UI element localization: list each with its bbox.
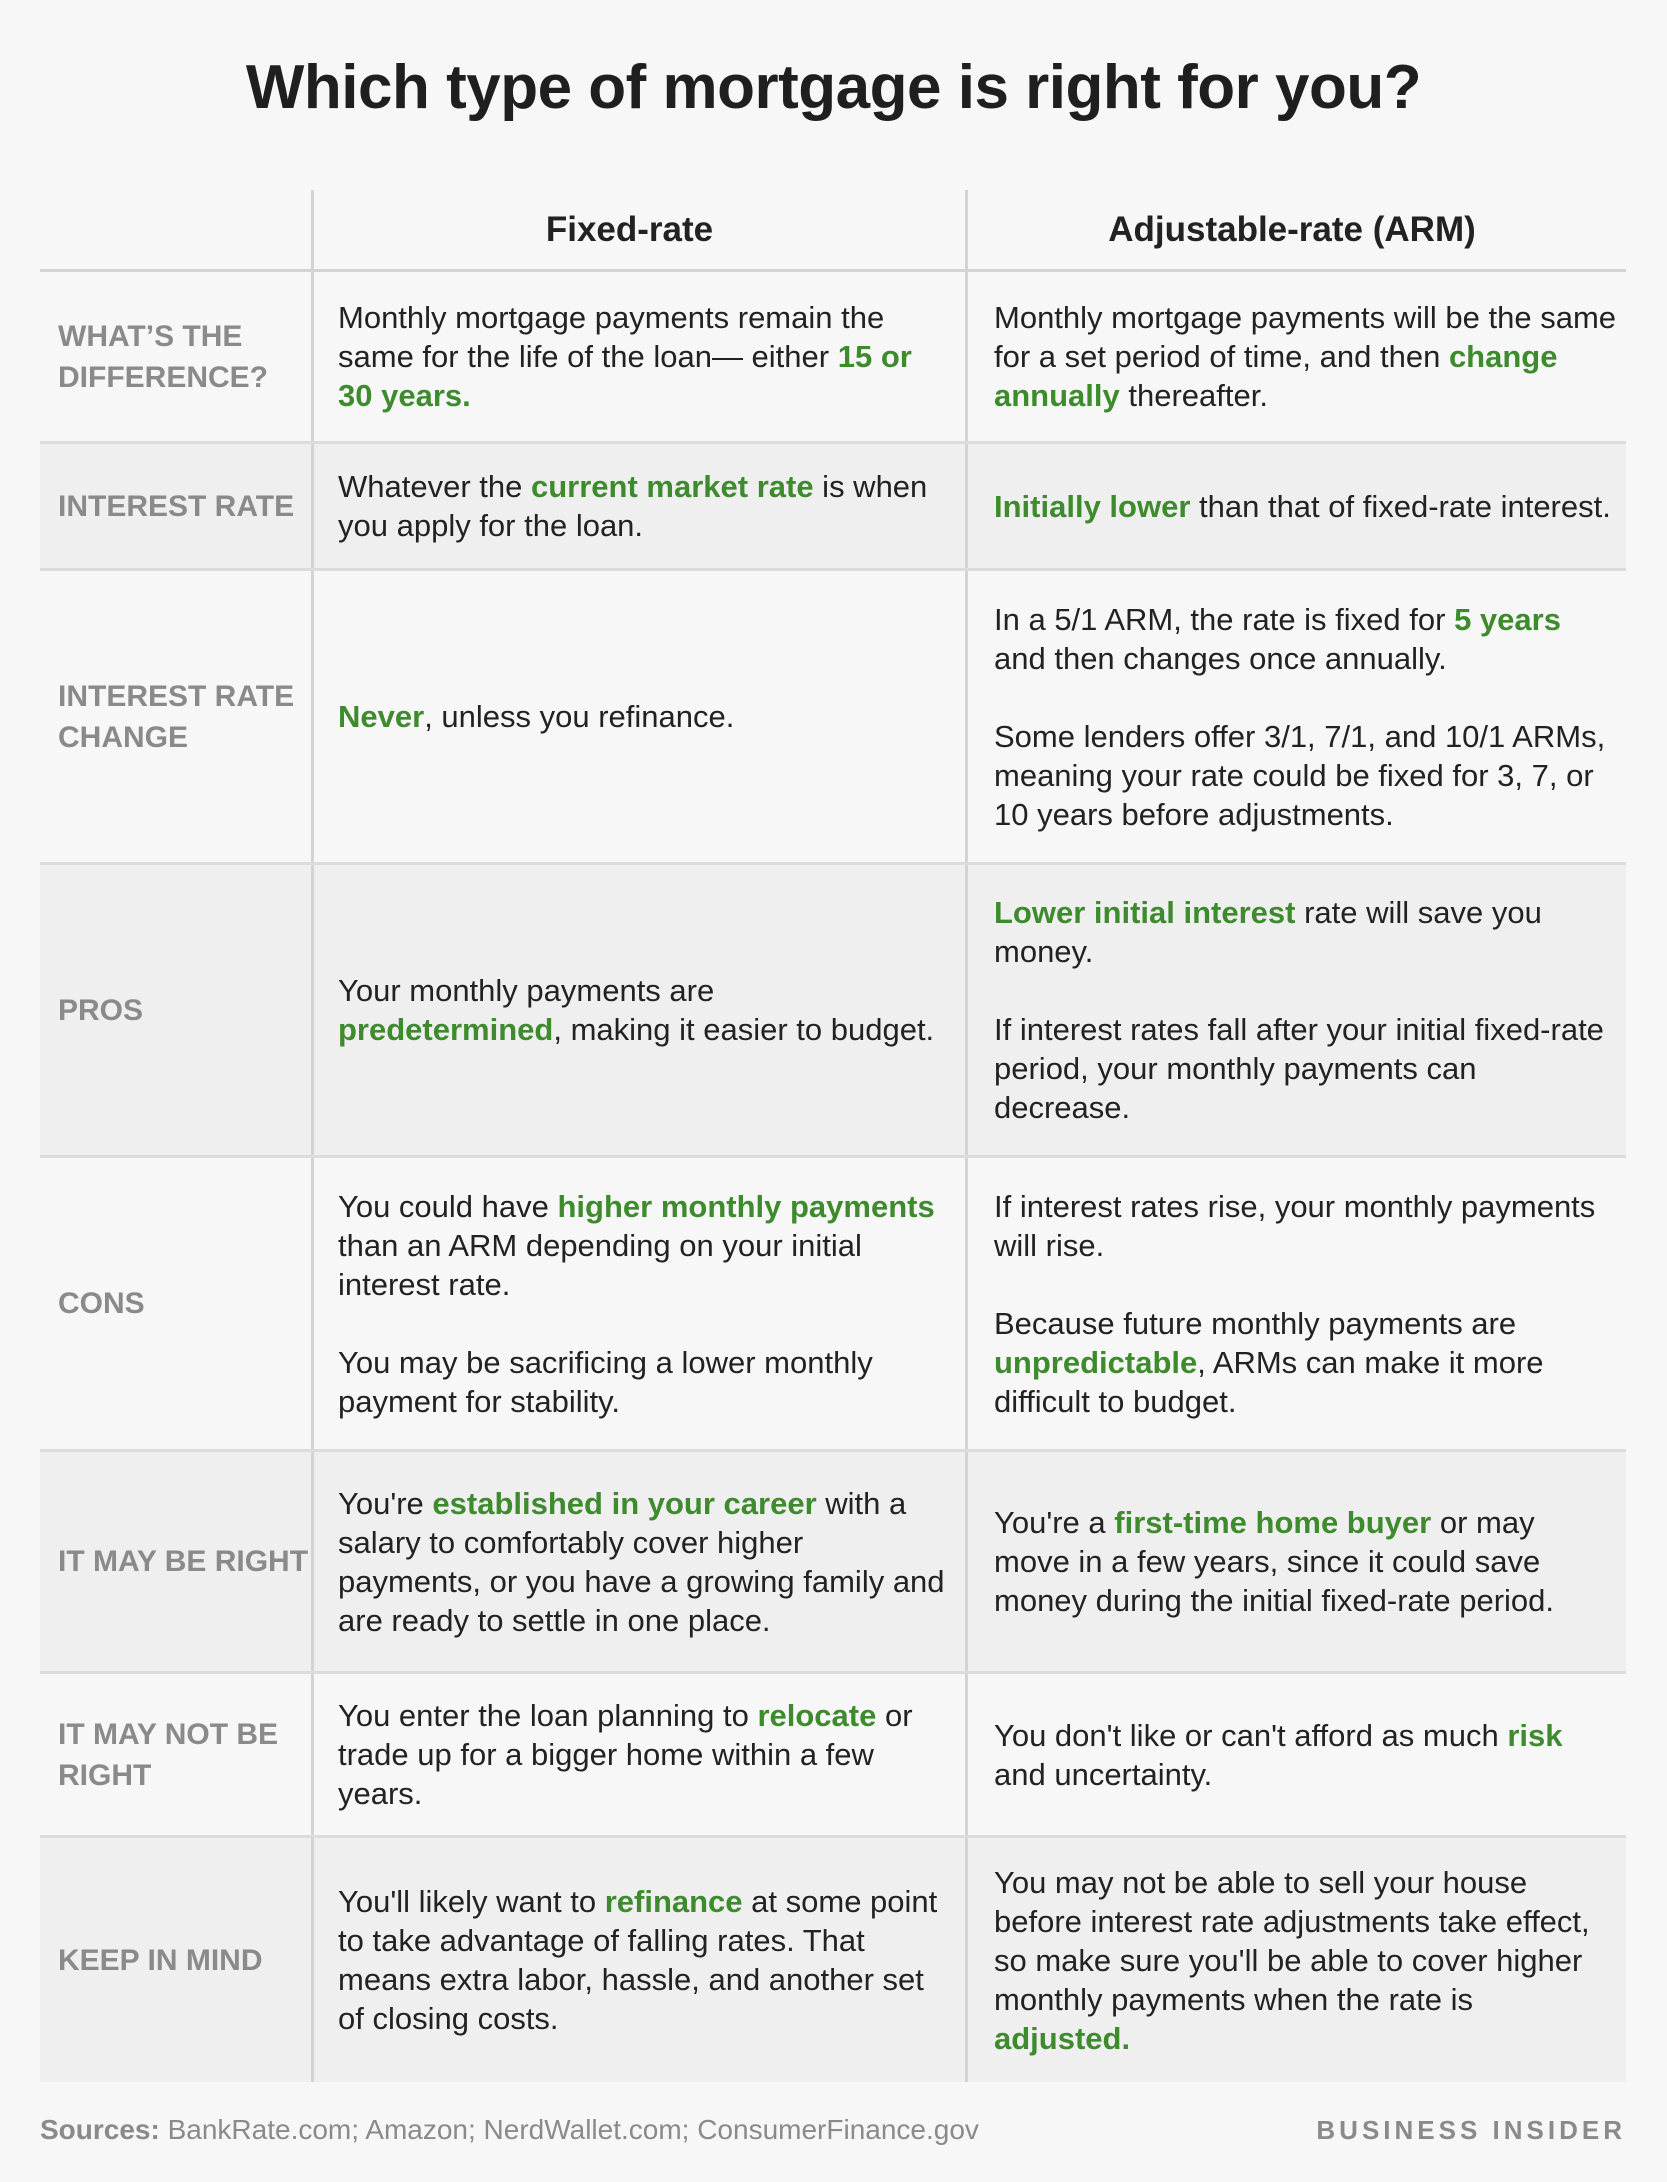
row-label-cell — [40, 1838, 314, 2082]
fixed-text — [338, 1696, 945, 1813]
body-text: , ARMs can make it more difficult to budget. — [994, 1344, 1544, 1419]
paragraph — [338, 467, 945, 545]
paragraph — [994, 1010, 1616, 1127]
body-text: than an ARM depending on your initial interest rate. — [338, 1227, 862, 1302]
row-label: WHAT’S THE DIFFERENCE? — [58, 319, 268, 394]
arm-cell — [968, 1674, 1626, 1835]
table-header-row — [40, 190, 1626, 272]
table-row-interest-rate — [40, 444, 1626, 571]
paragraph — [338, 1187, 945, 1304]
fixed-text — [338, 1882, 945, 2038]
body-text: , making it easier to budget. — [553, 1012, 935, 1047]
table-row-keep-in-mind — [40, 1838, 1626, 2082]
row-label-cell — [40, 1452, 314, 1671]
highlight-text: Initially lower — [994, 488, 1191, 524]
paragraph — [338, 1882, 945, 2038]
row-label: PROS — [58, 993, 144, 1027]
body-text: at some point to take advantage of falling rates. That means extra labor, hassle, and another set of closing costs. — [338, 1884, 938, 2036]
highlight-text: relocate — [757, 1698, 877, 1733]
fixed-cell — [314, 272, 968, 441]
fixed-text — [338, 467, 945, 545]
body-text: You're a — [994, 1505, 1115, 1540]
arm-text — [994, 1503, 1616, 1620]
body-text: Monthly mortgage payments will be the same for a set period of time, and then — [994, 300, 1617, 374]
highlight-text: predetermined — [338, 1012, 554, 1047]
row-label: INTEREST RATE CHANGE — [58, 679, 295, 754]
fixed-cell — [314, 1158, 968, 1449]
table-row-difference — [40, 272, 1626, 444]
fixed-text — [338, 1187, 945, 1421]
sources-note — [40, 2114, 979, 2146]
arm-text — [994, 1187, 1616, 1421]
body-text: If interest rates rise, your monthly payments will rise. — [994, 1188, 1596, 1263]
fixed-cell — [314, 444, 968, 568]
arm-cell — [968, 1158, 1626, 1449]
row-label: IT MAY BE RIGHT — [58, 1545, 309, 1578]
arm-cell — [968, 571, 1626, 862]
paragraph — [994, 1863, 1616, 2058]
highlight-text: Never — [338, 699, 425, 734]
highlight-text: 15 or 30 years. — [338, 339, 912, 413]
column-header-arm — [968, 190, 1626, 269]
row-label-cell — [40, 571, 314, 862]
paragraph — [338, 1343, 945, 1421]
page-title: Which type of mortgage is right for you? — [245, 53, 1422, 122]
body-text: and uncertainty. — [994, 1756, 1213, 1792]
body-text: is when you apply for the loan. — [338, 469, 928, 543]
body-text: than that of fixed-rate interest. — [1190, 488, 1611, 524]
body-text: thereafter. — [1119, 378, 1268, 413]
sources-label: Sources: — [40, 2114, 160, 2145]
comparison-table — [40, 190, 1626, 2082]
table-row-may-not-be-right — [40, 1674, 1626, 1838]
paragraph — [994, 717, 1616, 834]
body-text: You could have — [338, 1188, 558, 1224]
body-text: Whatever the — [338, 469, 531, 504]
fixed-cell — [314, 571, 968, 862]
body-text: If interest rates fall after your initial fixed-rate period, your monthly payments can decrease. — [994, 1012, 1604, 1125]
highlight-text: unpredictable — [994, 1344, 1198, 1380]
highlight-text: current market rate — [530, 469, 814, 504]
body-text: You may not be able to sell your house before interest rate adjustments take effect, so make sure you'll be able to cover higher monthly payments when the rate is — [994, 1864, 1590, 2017]
row-label: IT MAY NOT BE RIGHT — [58, 1717, 279, 1792]
footer — [40, 2114, 1626, 2146]
body-text: You'll likely want to — [338, 1884, 605, 1919]
arm-text — [994, 893, 1616, 1127]
paragraph — [338, 298, 945, 415]
fixed-text — [338, 1484, 945, 1640]
body-text: or may move in a few years, since it could save money during the initial fixed-rate period. — [994, 1505, 1555, 1618]
sources-text: BankRate.com; Amazon; NerdWallet.com; ConsumerFinance.gov — [159, 2114, 979, 2145]
highlight-text: change annually — [994, 339, 1558, 413]
highlight-text: adjusted. — [994, 2020, 1131, 2056]
body-text: In a 5/1 ARM, the rate is fixed for — [994, 601, 1455, 637]
row-label: CONS — [58, 1287, 145, 1320]
row-label-cell — [40, 272, 314, 441]
paragraph — [338, 1696, 945, 1813]
arm-cell — [968, 444, 1626, 568]
fixed-cell — [314, 1452, 968, 1671]
paragraph — [338, 1484, 945, 1640]
body-text: Because future monthly payments are — [994, 1305, 1517, 1341]
fixed-text — [338, 697, 734, 736]
table-row-cons — [40, 1158, 1626, 1452]
paragraph — [994, 1503, 1616, 1620]
highlight-text: Lower initial interest — [994, 895, 1296, 930]
highlight-text: risk — [1507, 1717, 1563, 1753]
body-text: rate will save you money. — [994, 895, 1542, 969]
column-header-arm-label: Adjustable-rate (ARM) — [1108, 209, 1476, 249]
table-row-interest-rate-change — [40, 571, 1626, 865]
row-label-cell — [40, 1674, 314, 1835]
header-empty-cell — [40, 190, 314, 269]
paragraph — [994, 893, 1616, 971]
row-label: INTEREST RATE — [58, 489, 295, 523]
row-label-cell — [40, 865, 314, 1155]
body-text: You may be sacrificing a lower monthly payment for stability. — [338, 1344, 873, 1419]
highlight-text: refinance — [604, 1884, 743, 1919]
highlight-text: 5 years — [1454, 601, 1561, 637]
arm-text — [994, 1863, 1616, 2058]
column-header-fixed-label: Fixed-rate — [545, 209, 714, 249]
paragraph — [994, 600, 1616, 678]
fixed-text — [338, 971, 945, 1049]
body-text: Some lenders offer 3/1, 7/1, and 10/1 ARMs, meaning your rate could be fixed for 3, 7, or 10 years before adjustments. — [994, 718, 1606, 832]
arm-cell — [968, 272, 1626, 441]
row-label: KEEP IN MIND — [58, 1943, 263, 1977]
paragraph — [994, 487, 1611, 526]
table-row-may-be-right — [40, 1452, 1626, 1674]
body-text: with a salary to comfortably cover higher payments, or you have a growing family and are ready to settle in one place. — [338, 1485, 945, 1638]
fixed-text — [338, 298, 945, 415]
row-label-cell — [40, 444, 314, 568]
arm-cell — [968, 1838, 1626, 2082]
paragraph — [994, 1304, 1616, 1421]
arm-text — [994, 600, 1616, 834]
highlight-text: first-time home buyer — [1114, 1505, 1432, 1540]
arm-text — [994, 487, 1611, 526]
body-text: Monthly mortgage payments remain the same for the life of the loan— either — [338, 300, 885, 374]
table-row-pros — [40, 865, 1626, 1158]
paragraph — [994, 1716, 1616, 1794]
fixed-cell — [314, 1838, 968, 2082]
body-text: You're — [338, 1485, 433, 1521]
arm-cell — [968, 865, 1626, 1155]
body-text: Your monthly payments are — [338, 973, 715, 1008]
arm-text — [994, 1716, 1616, 1794]
column-header-fixed — [314, 190, 968, 269]
arm-text — [994, 298, 1616, 415]
body-text: You enter the loan planning to — [338, 1698, 758, 1733]
arm-cell — [968, 1452, 1626, 1671]
row-label-cell — [40, 1158, 314, 1449]
highlight-text: established in your career — [432, 1485, 817, 1521]
body-text: , unless you refinance. — [424, 699, 735, 734]
paragraph — [994, 1187, 1616, 1265]
brand-logo: BUSINESS INSIDER — [1316, 2114, 1626, 2145]
paragraph — [994, 298, 1616, 415]
fixed-cell — [314, 865, 968, 1155]
body-text: and then changes once annually. — [994, 640, 1447, 676]
paragraph — [338, 971, 945, 1049]
highlight-text: higher monthly payments — [557, 1188, 935, 1224]
body-text: You don't like or can't afford as much — [994, 1717, 1508, 1753]
body-text: or trade up for a bigger home within a few years. — [338, 1698, 913, 1811]
fixed-cell — [314, 1674, 968, 1835]
paragraph — [338, 697, 734, 736]
